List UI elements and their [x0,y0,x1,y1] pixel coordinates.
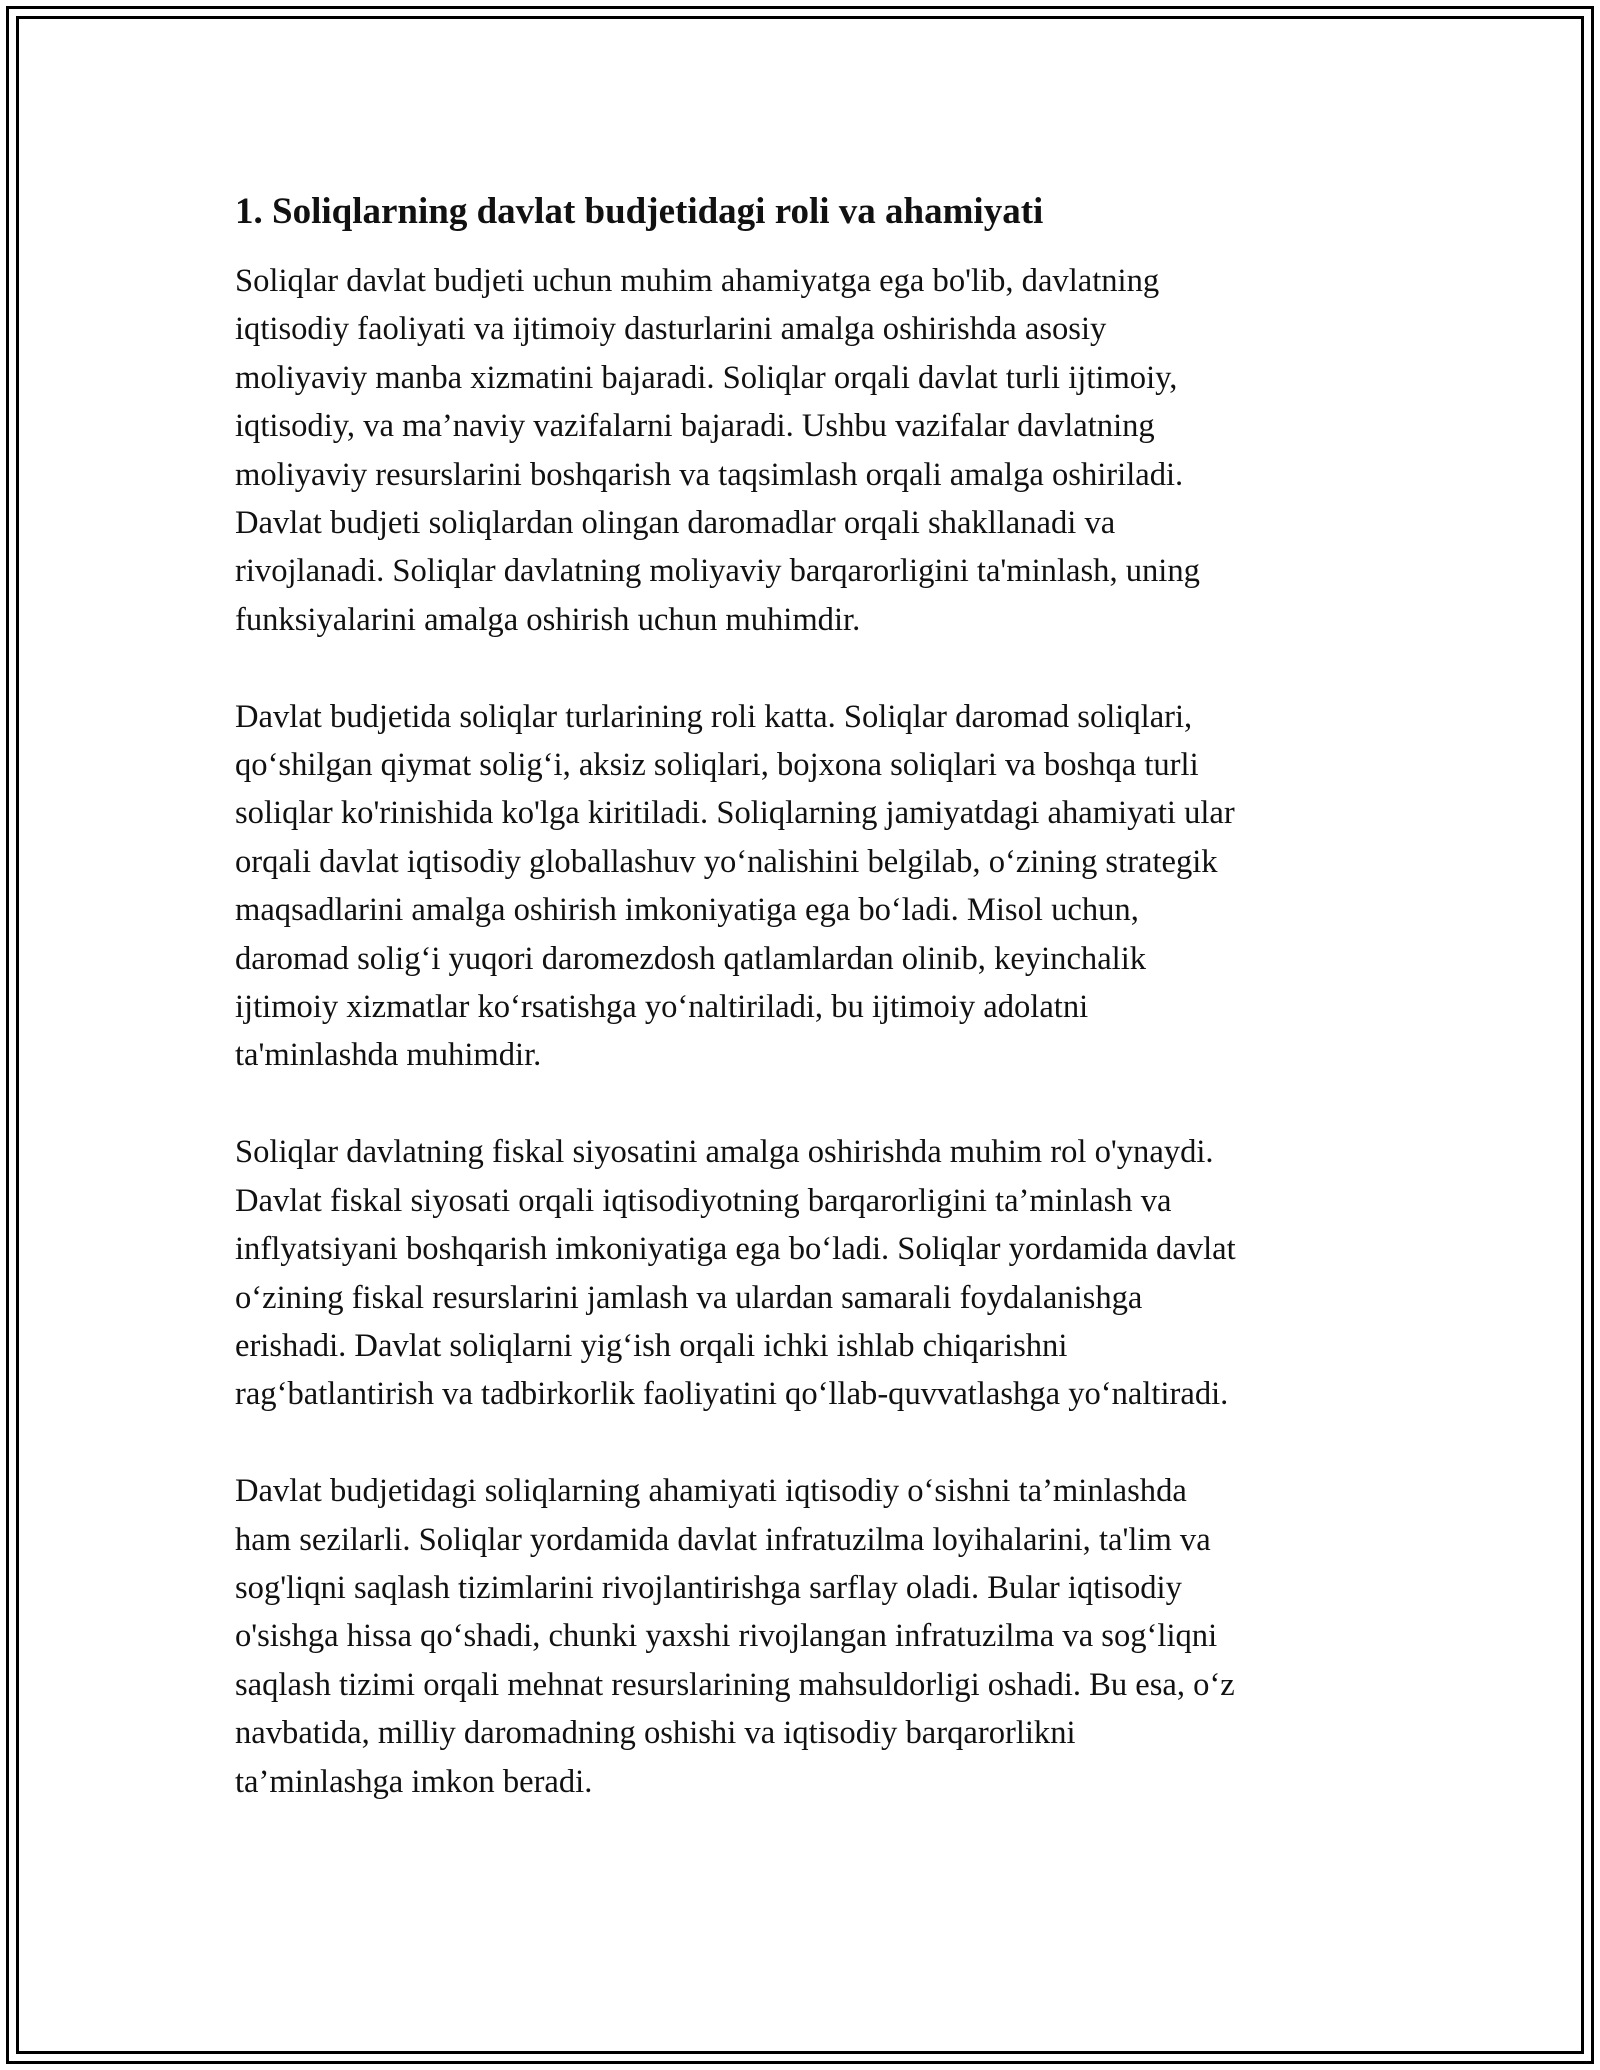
paragraph-line: daromad solig‘i yuqori daromezdosh qatlamlardan olinib, keyinchalik [235,940,1147,977]
paragraph-line: saqlash tizimi orqali mehnat resurslarining mahsuldorligi oshadi. Bu esa, o‘z [235,1666,1235,1703]
paragraph-line: o'sishga hissa qo‘shadi, chunki yaxshi rivojlangan infratuzilma va sog‘liqni [235,1618,1218,1655]
paragraph-line: iqtisodiy, va ma’naviy vazifalarni bajaradi. Ushbu vazifalar davlatning [235,408,1155,445]
paragraph-line: orqali davlat iqtisodiy globallashuv yo‘nalishini belgilab, o‘zining strategik [235,843,1218,880]
paragraph-2 [235,693,1385,1080]
paragraph-line: soliqlar ko'rinishida ko'lga kiritiladi. Soliqlarning jamiyatdagi ahamiyati ular [235,795,1235,832]
document-body [235,188,1385,1854]
paragraph-line: funksiyalarini amalga oshirish uchun muhimdir. [235,601,861,638]
paragraph-line: ta’minlashga imkon beradi. [235,1763,593,1800]
paragraph-4 [235,1467,1385,1806]
paragraph-line: Davlat fiskal siyosati orqali iqtisodiyotning barqarorligini ta’minlash va [235,1182,1172,1219]
paragraph-line: Davlat budjetidagi soliqlarning ahamiyati iqtisodiy o‘sishni ta’minlashda [235,1473,1187,1510]
paragraph-line: qo‘shilgan qiymat solig‘i, aksiz soliqlari, bojxona soliqlari va boshqa turli [235,747,1199,784]
paragraph-line: Davlat budjetida soliqlar turlarining roli katta. Soliqlar daromad soliqlari, [235,698,1193,735]
paragraph-line: moliyaviy manba xizmatini bajaradi. Soliqlar orqali davlat turli ijtimoiy, [235,359,1178,396]
paragraph-1 [235,257,1385,644]
paragraph-line: erishadi. Davlat soliqlarni yig‘ish orqali ichki ishlab chiqarishni [235,1327,1068,1364]
paragraph-line: Soliqlar davlat budjeti uchun muhim ahamiyatga ega bo'lib, davlatning [235,263,1160,299]
paragraph-line: Davlat budjeti soliqlardan olingan daromadlar orqali shakllanadi va [235,505,1116,542]
section-heading: 1. Soliqlarning davlat budjetidagi roli va ahamiyati [235,191,1044,232]
paragraph-line: moliyaviy resurslarini boshqarish va taqsimlash orqali amalga oshiriladi. [235,456,1184,493]
paragraph-line: ijtimoiy xizmatlar ko‘rsatishga yo‘naltiriladi, bu ijtimoiy adolatni [235,989,1089,1026]
paragraph-line: maqsadlarini amalga oshirish imkoniyatiga ega bo‘ladi. Misol uchun, [235,892,1139,929]
paragraph-line: ta'minlashda muhimdir. [235,1037,542,1074]
paragraph-line: navbatida, milliy daromadning oshishi va iqtisodiy barqarorlikni [235,1715,1076,1752]
paragraph-line: rivojlanadi. Soliqlar davlatning moliyaviy barqarorligini ta'minlash, uning [235,553,1200,590]
paragraph-line: Soliqlar davlatning fiskal siyosatini amalga oshirishda muhim rol o'ynaydi. [235,1134,1214,1171]
paragraph-line: sog'liqni saqlash tizimlarini rivojlantirishga sarflay oladi. Bular iqtisodiy [235,1569,1182,1606]
paragraph-line: rag‘batlantirish va tadbirkorlik faoliyatini qo‘llab-quvvatlashga yo‘naltiradi. [235,1376,1229,1413]
paragraph-line: iqtisodiy faoliyati va ijtimoiy dasturlarini amalga oshirishda asosiy [235,311,1107,348]
paragraph-line: inflyatsiyani boshqarish imkoniyatiga ega bo‘ladi. Soliqlar yordamida davlat [235,1231,1236,1268]
paragraph-line: o‘zining fiskal resurslarini jamlash va ulardan samarali foydalanishga [235,1279,1143,1316]
paragraph-line: ham sezilarli. Soliqlar yordamida davlat infratuzilma loyihalarini, ta'lim va [235,1521,1211,1558]
paragraph-3 [235,1128,1385,1418]
